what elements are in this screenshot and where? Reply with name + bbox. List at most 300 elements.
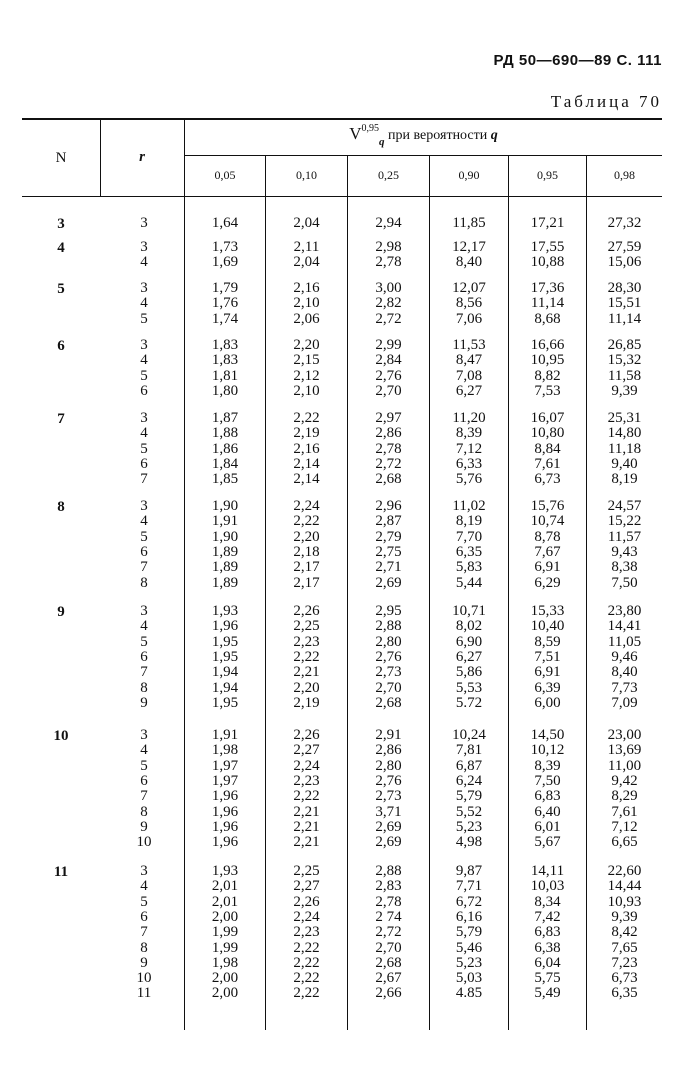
r-value: 3 — [140, 498, 148, 514]
v-value: 2,70 — [375, 679, 402, 696]
table-row — [22, 820, 662, 835]
v-value: 2,06 — [293, 310, 320, 327]
table-row — [22, 369, 662, 384]
v-value: 1,98 — [211, 954, 239, 971]
v-value: 10,74 — [530, 513, 565, 530]
table-row — [22, 442, 662, 457]
table-row — [22, 665, 662, 680]
r-value: 5 — [140, 528, 148, 545]
v-value: 2,22 — [293, 954, 320, 971]
r-value: 4 — [140, 618, 148, 635]
v-value: 14,41 — [607, 618, 642, 635]
v-value: 7,65 — [611, 939, 638, 956]
v-value: 11,05 — [607, 633, 642, 650]
table-row — [22, 499, 662, 514]
v-value: 2,26 — [293, 893, 320, 910]
v-value: 7,61 — [611, 803, 638, 820]
v-value: 2,87 — [375, 513, 402, 530]
v-value: 1,86 — [211, 440, 239, 457]
table-row — [22, 805, 662, 820]
v-value: 2,70 — [375, 939, 402, 956]
r-value: 5 — [140, 367, 148, 384]
v-value: 2,04 — [293, 215, 320, 231]
v-value: 2,21 — [293, 664, 320, 681]
v-value: 17,55 — [530, 239, 565, 255]
v-value: 2,12 — [293, 367, 320, 384]
v-value: 2,21 — [293, 803, 320, 820]
v-value: 3,71 — [375, 803, 402, 820]
v-value: 2,15 — [293, 352, 320, 369]
v-value: 8,78 — [534, 528, 561, 545]
v-value: 1,93 — [211, 603, 239, 619]
v-value: 2,91 — [375, 727, 402, 743]
v-value: 2,24 — [293, 757, 320, 774]
v-value: 1,96 — [211, 788, 239, 805]
v-value: 2,22 — [293, 648, 320, 665]
q-value-header: 0,10 — [296, 168, 317, 182]
v-value: 2,24 — [293, 498, 320, 514]
v-value: 24,57 — [607, 498, 642, 514]
v-value: 25,31 — [607, 410, 642, 426]
v-value: 7,53 — [534, 382, 561, 399]
v-value: 1,89 — [211, 543, 239, 560]
v-value: 1,76 — [211, 295, 239, 312]
v-value: 5,79 — [455, 788, 483, 805]
v-value: 6,01 — [534, 818, 561, 835]
v-value: 2,25 — [293, 618, 320, 635]
v-value: 10,24 — [452, 727, 486, 743]
v-value: 8,68 — [534, 310, 561, 327]
v-value: 1,93 — [211, 863, 239, 879]
v-value: 17,21 — [530, 215, 565, 231]
r-value: 7 — [140, 664, 148, 681]
r-value: 9 — [140, 694, 148, 711]
v-value: 15,51 — [607, 295, 642, 312]
v-value: 2,19 — [293, 694, 320, 711]
v-value: 2,10 — [293, 295, 320, 312]
v-value: 2,69 — [375, 818, 402, 835]
v-value: 1,89 — [211, 574, 239, 591]
r-value: 8 — [140, 679, 148, 696]
v-value: 3,00 — [375, 280, 402, 296]
v-value: 6,38 — [534, 939, 561, 956]
v-value: 7,51 — [534, 648, 561, 665]
v-value: 2,68 — [375, 954, 402, 971]
v-value: 1,74 — [211, 310, 239, 327]
table-row — [22, 338, 662, 353]
v-value: 7,61 — [534, 455, 561, 472]
v-value: 14,44 — [607, 878, 642, 895]
v-value: 6,83 — [534, 788, 561, 805]
v-value: 10,03 — [530, 878, 565, 895]
v-value: 2,00 — [211, 970, 239, 987]
v-value: 1,64 — [211, 215, 239, 231]
v-value: 7,09 — [611, 694, 638, 711]
table-row — [22, 426, 662, 441]
v-value: 11,20 — [452, 410, 486, 426]
v-value: 10,88 — [530, 254, 565, 271]
table-row — [22, 879, 662, 894]
v-value: 5,76 — [455, 471, 483, 488]
v-value: 8,84 — [534, 440, 561, 457]
v-value: 2,88 — [375, 618, 402, 635]
v-value: 9,87 — [455, 863, 483, 879]
v-value: 6,04 — [534, 954, 561, 971]
v-value: 1,99 — [211, 924, 239, 941]
v-value: 2,17 — [293, 559, 320, 576]
v-value: 2,78 — [375, 893, 402, 910]
n-column-header: N — [55, 150, 67, 166]
v-value: 2,22 — [293, 513, 320, 530]
v-value: 16,07 — [530, 410, 565, 426]
v-value: 11,53 — [452, 337, 486, 353]
v-value: 9,46 — [611, 648, 638, 665]
v-value: 6,35 — [455, 543, 483, 560]
v-value: 6,29 — [534, 574, 561, 591]
v-value: 7,81 — [455, 742, 483, 759]
r-value: 4 — [140, 513, 148, 530]
table-row — [22, 910, 662, 925]
v-value: 6,73 — [611, 970, 638, 987]
v-value: 15,06 — [607, 254, 642, 271]
v-value: 11,00 — [607, 757, 642, 774]
v-value: 26,85 — [607, 337, 642, 353]
table-row — [22, 789, 662, 804]
table-row — [22, 240, 662, 255]
r-value: 4 — [140, 352, 148, 369]
table-row — [22, 560, 662, 575]
v-value: 5,67 — [534, 834, 561, 851]
r-value: 3 — [140, 863, 148, 879]
r-value: 6 — [140, 772, 148, 789]
v-value: 6,27 — [455, 382, 483, 399]
v-value: 6,16 — [455, 908, 483, 925]
v-value: 1,69 — [211, 254, 239, 271]
r-value: 4 — [140, 425, 148, 442]
v-value: 5.72 — [455, 694, 483, 711]
v-value: 2,14 — [293, 455, 320, 472]
v-value: 1,99 — [211, 939, 239, 956]
v-value: 2,78 — [375, 440, 402, 457]
v-value: 1,96 — [211, 818, 239, 835]
v-value: 6,27 — [455, 648, 483, 665]
v-value: 16,66 — [530, 337, 565, 353]
v-value: 14,80 — [607, 425, 642, 442]
v-value: 11,14 — [530, 295, 565, 312]
v-value: 8,39 — [534, 757, 561, 774]
r-value: 8 — [140, 803, 148, 820]
v-value: 7,71 — [455, 878, 483, 895]
r-value: 6 — [140, 382, 148, 399]
v-value: 2,22 — [293, 410, 320, 426]
v-value: 13,69 — [607, 742, 642, 759]
v-value: 2,84 — [375, 352, 402, 369]
v-value: 7,73 — [611, 679, 638, 696]
v-value: 2,18 — [293, 543, 320, 560]
table-row — [22, 895, 662, 910]
v-value: 11,57 — [607, 528, 642, 545]
table-row — [22, 296, 662, 311]
v-value: 2,98 — [375, 239, 402, 255]
table-row — [22, 681, 662, 696]
table-row — [22, 774, 662, 789]
v-value: 14,50 — [530, 727, 565, 743]
header-bottom-rule — [22, 196, 662, 197]
v-value: 17,36 — [530, 280, 565, 296]
n-value: 10 — [53, 728, 69, 744]
v-value: 9,40 — [611, 455, 638, 472]
v-value: 5,83 — [455, 559, 483, 576]
v-value: 5,52 — [455, 803, 483, 820]
v-value: 5,79 — [455, 924, 483, 941]
v-value: 8,02 — [455, 618, 483, 635]
v-value: 8,82 — [534, 367, 561, 384]
r-value: 4 — [140, 295, 148, 312]
q-value-header: 0,05 — [214, 168, 236, 182]
v-value: 15,32 — [607, 352, 642, 369]
v-value: 2,83 — [375, 878, 402, 895]
v-value: 2,26 — [293, 727, 320, 743]
table-row — [22, 835, 662, 850]
v-value: 15,22 — [607, 513, 642, 530]
r-value: 6 — [140, 648, 148, 665]
v-value: 2,23 — [293, 772, 320, 789]
n-value: 9 — [57, 604, 65, 620]
v-value: 11,14 — [607, 310, 642, 327]
r-value: 4 — [140, 878, 148, 895]
v-value: 8,56 — [455, 295, 483, 312]
v-value: 1,85 — [211, 471, 239, 488]
r-value: 3 — [140, 239, 148, 255]
v-value: 2,72 — [375, 924, 402, 941]
v-value: 1,73 — [211, 239, 239, 255]
v-value: 2,16 — [293, 280, 320, 296]
v-value: 2,73 — [375, 788, 402, 805]
v-value: 6,87 — [455, 757, 483, 774]
v-value: 15,76 — [530, 498, 565, 514]
v-value: 1,81 — [211, 367, 239, 384]
r-value: 3 — [140, 603, 148, 619]
r-value: 5 — [140, 633, 148, 650]
table-row — [22, 530, 662, 545]
v-value: 2,76 — [375, 772, 402, 789]
v-value: 4,98 — [455, 834, 483, 851]
table-row — [22, 971, 662, 986]
r-value: 4 — [140, 742, 148, 759]
v-value: 1,94 — [211, 664, 239, 681]
v-value: 1,97 — [211, 757, 239, 774]
v-value: 5,03 — [455, 970, 483, 987]
v-value: 5,49 — [534, 985, 561, 1002]
table-row — [22, 281, 662, 296]
v-value: 7,06 — [455, 310, 483, 327]
table-row — [22, 545, 662, 560]
n-value: 4 — [57, 240, 65, 256]
v-label: при вероятности — [388, 128, 488, 143]
v-value: 6,73 — [534, 471, 561, 488]
v-value: 2,16 — [293, 440, 320, 457]
table-row — [22, 743, 662, 758]
v-value: 2,86 — [375, 742, 402, 759]
v-value: 15,33 — [530, 603, 565, 619]
v-value: 2,70 — [375, 382, 402, 399]
v-subscript: q — [379, 135, 385, 148]
v-value: 9,42 — [611, 772, 638, 789]
v-value: 8,42 — [611, 924, 638, 941]
v-value: 6,35 — [611, 985, 638, 1002]
v-value: 6,33 — [455, 455, 483, 472]
table-row — [22, 472, 662, 487]
v-value: 27,59 — [607, 239, 642, 255]
v-value: 8,40 — [611, 664, 638, 681]
v-value: 22,60 — [607, 863, 642, 879]
v-value: 8,59 — [534, 633, 561, 650]
v-value: 5,23 — [455, 818, 483, 835]
v-value: 7,12 — [455, 440, 483, 457]
table-row — [22, 956, 662, 971]
v-quantile-header — [185, 124, 662, 146]
v-value: 1,94 — [211, 679, 239, 696]
v-value: 2,21 — [293, 834, 320, 851]
table-row — [22, 604, 662, 619]
v-value: 2,19 — [293, 425, 320, 442]
v-value: 7,12 — [611, 818, 638, 835]
v-value: 2,10 — [293, 382, 320, 399]
table-caption: Таблица 70 — [550, 92, 662, 111]
v-value: 2,97 — [375, 410, 402, 426]
v-value: 2,01 — [211, 878, 239, 895]
v-value: 2,17 — [293, 574, 320, 591]
v-value: 6,00 — [534, 694, 561, 711]
v-value: 1,90 — [211, 498, 239, 514]
n-value: 7 — [57, 411, 65, 427]
v-value: 1,97 — [211, 772, 239, 789]
v-value: 2,27 — [293, 878, 320, 895]
v-value: 27,32 — [607, 215, 642, 231]
v-value: 8,34 — [534, 893, 561, 910]
v-value: 11,85 — [452, 215, 486, 231]
v-value: 2,23 — [293, 924, 320, 941]
v-value: 2,69 — [375, 574, 402, 591]
r-value: 9 — [140, 818, 148, 835]
v-value: 8,38 — [611, 559, 638, 576]
v-value: 2,88 — [375, 863, 402, 879]
table-row — [22, 312, 662, 327]
v-value: 7,70 — [455, 528, 483, 545]
v-value: 2,75 — [375, 543, 402, 560]
r-value: 5 — [140, 893, 148, 910]
v-value: 2,96 — [375, 498, 402, 514]
v-value: 8,19 — [611, 471, 638, 488]
v-value: 11,18 — [607, 440, 642, 457]
r-value: 6 — [140, 455, 148, 472]
v-value: 1,96 — [211, 803, 239, 820]
table-row — [22, 255, 662, 270]
v-value: 23,80 — [607, 603, 642, 619]
v-value: 6,90 — [455, 633, 483, 650]
v-value: 2,14 — [293, 471, 320, 488]
v-value: 2,72 — [375, 310, 402, 327]
v-value: 7,50 — [611, 574, 638, 591]
v-value: 2,78 — [375, 254, 402, 271]
v-value: 11,58 — [607, 367, 642, 384]
v-value: 2,67 — [375, 970, 402, 987]
table-row — [22, 216, 662, 231]
v-value: 2,69 — [375, 834, 402, 851]
v-value: 23,00 — [607, 727, 642, 743]
v-value: 1,87 — [211, 410, 239, 426]
v-value: 8,29 — [611, 788, 638, 805]
n-value: 3 — [57, 216, 65, 232]
v-value: 11,02 — [452, 498, 486, 514]
v-value: 2,01 — [211, 893, 239, 910]
v-value: 10,93 — [607, 893, 642, 910]
q-symbol: q — [490, 128, 498, 143]
v-value: 1,83 — [211, 352, 239, 369]
v-value: 5,44 — [455, 574, 483, 591]
table-row — [22, 411, 662, 426]
q-value-header: 0,98 — [614, 168, 635, 182]
table-row — [22, 384, 662, 399]
v-value: 2,26 — [293, 603, 320, 619]
v-value: 5,75 — [534, 970, 561, 987]
v-value: 6,91 — [534, 559, 561, 576]
v-value: 10,40 — [530, 618, 565, 635]
v-value: 6,91 — [534, 664, 561, 681]
v-value: 9,39 — [611, 382, 638, 399]
v-value: 2,22 — [293, 985, 320, 1002]
v-value: 6,72 — [455, 893, 483, 910]
v-value: 7,42 — [534, 908, 561, 925]
v-value: 7,23 — [611, 954, 638, 971]
v-value: 5,53 — [455, 679, 483, 696]
v-value: 2,80 — [375, 757, 402, 774]
v-value: 10,95 — [530, 352, 565, 369]
v-symbol: V — [349, 124, 362, 143]
v-value: 5,86 — [455, 664, 483, 681]
v-value: 7,67 — [534, 543, 561, 560]
v-value: 1,95 — [211, 633, 239, 650]
v-value: 1,98 — [211, 742, 239, 759]
r-value: 11 — [136, 985, 152, 1002]
v-value: 2,73 — [375, 664, 402, 681]
r-value: 5 — [140, 310, 148, 327]
v-value: 2,95 — [375, 603, 402, 619]
v-value: 2,23 — [293, 633, 320, 650]
q-value-header: 0,90 — [458, 168, 480, 182]
table-row — [22, 576, 662, 591]
v-value: 2,99 — [375, 337, 402, 353]
v-value: 2,00 — [211, 985, 239, 1002]
n-value: 8 — [57, 499, 65, 515]
q-value-header: 0,25 — [378, 168, 399, 182]
v-value: 1,96 — [211, 834, 239, 851]
r-value: 7 — [140, 559, 148, 576]
v-value: 6,65 — [611, 834, 638, 851]
v-value: 9,39 — [611, 908, 638, 925]
v-value: 7,08 — [455, 367, 483, 384]
v-value: 6,83 — [534, 924, 561, 941]
r-value: 9 — [140, 954, 148, 971]
v-value: 1,88 — [211, 425, 239, 442]
q-value-header: 0,95 — [537, 168, 558, 182]
v-value: 8,47 — [455, 352, 483, 369]
r-value: 5 — [140, 757, 148, 774]
v-value: 5,23 — [455, 954, 483, 971]
v-value: 1,91 — [211, 727, 239, 743]
v-value: 2,94 — [375, 215, 402, 231]
r-value: 10 — [136, 970, 152, 987]
